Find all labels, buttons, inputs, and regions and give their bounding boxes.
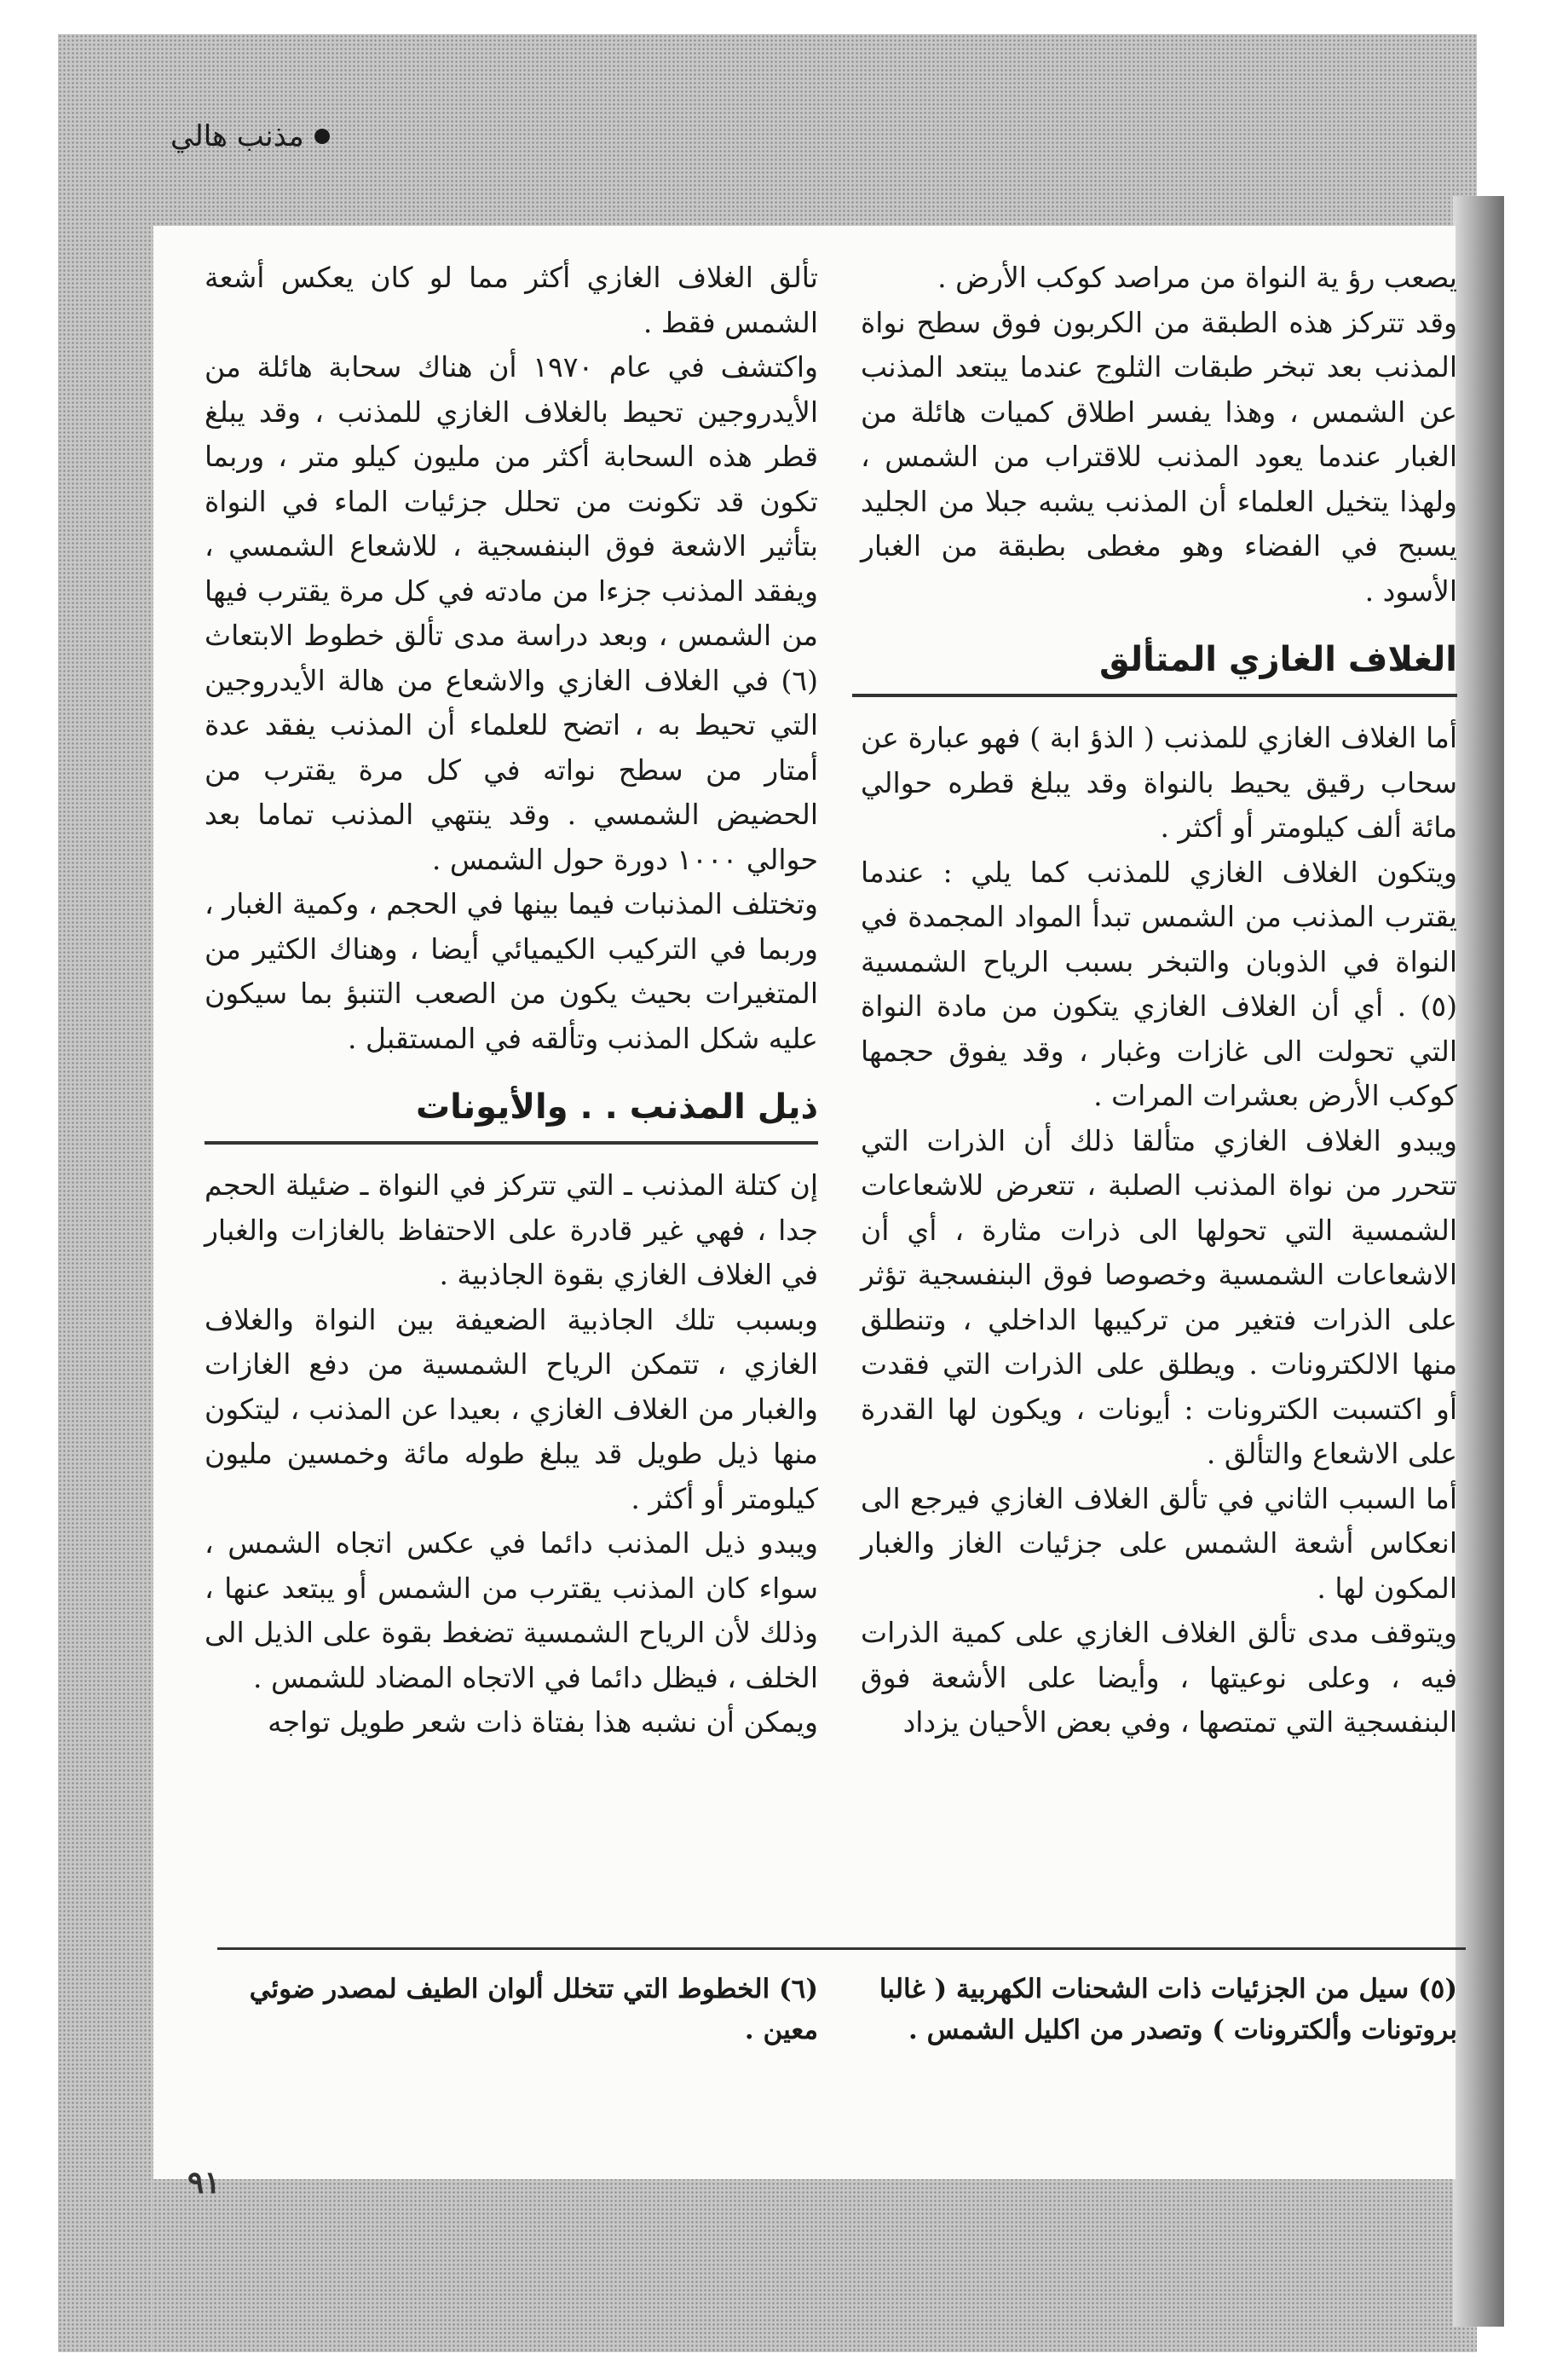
page-number: ٩١ xyxy=(187,2165,221,2200)
paragraph: وبسبب تلك الجاذبية الضعيفة بين النواة والغلاف الغازي ، تتمكن الرياح الشمسية من دفع الغازات والغبار من الغلاف الغازي ، بعيدا عن المذنب ، ليتكون منها ذيل طويل قد يبلغ طوله مائة وخمسين مليون كيلومتر أو أكثر . xyxy=(205,1302,818,1515)
footnote-5: (٥) سيل من الجزئيات ذات الشحنات الكهربية ( غالبا بروتونات وألكترونات ) وتصدر من اكليل الشمس . xyxy=(879,1974,1457,2045)
right-column xyxy=(861,256,1457,1745)
footnote-divider xyxy=(217,1947,1466,1950)
paragraph: أما السبب الثاني في تألق الغلاف الغازي فيرجع الى انعكاس أشعة الشمس على جزئيات الغاز والغبار المكون لها . xyxy=(861,1481,1457,1605)
running-head xyxy=(170,119,330,153)
paragraph: واكتشف في عام ١٩٧٠ أن هناك سحابة هائلة من الأيدروجين تحيط بالغلاف الغازي للمذنب ، وقد يبلغ قطر هذه السحابة أكثر من مليون كيلو متر ، وربما تكون قد تكونت من تحلل جزئيات الماء في النواة بتأثير الاشعة فوق البنفسجية ، للاشعاع الشمسي ، ويفقد المذنب جزءا من مادته في كل مرة يقترب فيها من الشمس ، وبعد دراسة مدى تألق خطوط الابتعاث (٦) في الغلاف الغازي والاشعاع من هالة الأيدروجين التي تحيط به ، اتضح للعلماء أن المذنب يفقد عدة أمتار من سطح نواته في كل مرة يقترب من الحضيض الشمسي . وقد ينتهي المذنب تماما بعد حوالي ١٠٠٠ دورة حول الشمس . xyxy=(205,350,818,876)
paragraph: ويتوقف مدى تألق الغلاف الغازي على كمية الذرات فيه ، وعلى نوعيتها ، وأيضا على الأشعة فوق البنفسجية التي تمتصها ، وفي بعض الأحيان يزداد xyxy=(861,1616,1457,1739)
paragraph: أما الغلاف الغازي للمذنب ( الذؤ ابة ) فهو عبارة عن سحاب رقيق يحيط بالنواة وقد يبلغ قطره حوالي مائة ألف كيلومتر أو أكثر . xyxy=(861,721,1457,844)
paragraph: ويمكن أن نشبه هذا بفتاة ذات شعر طويل تواجه xyxy=(268,1705,818,1739)
paragraph: ويتكون الغلاف الغازي للمذنب كما يلي : عندما يقترب المذنب من الشمس تبدأ المواد المجمدة في النواة في الذوبان والتبخر بسبب الرياح الشمسية (٥) . أي أن الغلاف الغازي يتكون من مادة النواة التي تحولت الى غازات وغبار ، وقد يفوق حجمها كوكب الأرض بعشرات المرات . xyxy=(861,855,1457,1112)
paragraph: يصعب رؤ ية النواة من مراصد كوكب الأرض . xyxy=(937,261,1457,294)
scan-background-bottom xyxy=(153,2177,1477,2352)
paragraph: إن كتلة المذنب ـ التي تتركز في النواة ـ ضئيلة الحجم جدا ، فهي غير قادرة على الاحتفاظ بالغازات والغبار في الغلاف الغازي بقوة الجاذبية . xyxy=(205,1168,818,1291)
paragraph: تألق الغلاف الغازي أكثر مما لو كان يعكس أشعة الشمس فقط . xyxy=(205,261,818,339)
paragraph: ويبدو الغلاف الغازي متألقا ذلك أن الذرات التي تتحرر من نواة المذنب الصلبة ، تتعرض للاشعاعات الشمسية التي تحولها الى ذرات مثارة ، أي أن الاشعاعات الشمسية وخصوصا فوق البنفسجية تؤثر على الذرات فتغير من تركيبها الداخلي ، وتنطلق منها الالكترونات . ويطلق على الذرات التي فقدت أو اكتسبت الكترونات : أيونات ، ويكون لها القدرة على الاشعاع والتألق . xyxy=(861,1123,1457,1470)
bullet-icon xyxy=(314,129,330,144)
paragraph: وتختلف المذنبات فيما بينها في الحجم ، وكمية الغبار ، وربما في التركيب الكيميائي أيضا ، وهناك الكثير من المتغيرات بحيث يكون من الصعب التنبؤ بما سيكون عليه شكل المذنب وتألقه في المستقبل . xyxy=(205,887,818,1055)
section-heading-comet-tail: ذيل المذنب . . والأيونات xyxy=(205,1081,818,1145)
section-heading-gaseous-envelope: الغلاف الغازي المتألق xyxy=(852,634,1457,697)
paragraph: ويبدو ذيل المذنب دائما في عكس اتجاه الشمس ، سواء كان المذنب يقترب من الشمس أو يبتعد عنها ، وذلك لأن الرياح الشمسية تضغط بقوة على الذيل الى الخلف ، فيظل دائما في الاتجاه المضاد للشمس . xyxy=(205,1526,818,1694)
book-spine-shadow xyxy=(1453,196,1504,2327)
paragraph: وقد تتركز هذه الطبقة من الكربون فوق سطح نواة المذنب بعد تبخر طبقات الثلوج عندما يبتعد المذنب عن الشمس ، وهذا يفسر اطلاق كميات هائلة من الغبار عندما يعود المذنب للاقتراب من الشمس ، ولهذا يتخيل العلماء أن المذنب يشبه جبلا من الجليد يسبح في الفضاء وهو مغطى بطبقة من الغبار الأسود . xyxy=(861,305,1457,608)
footnote-6: (٦) الخطوط التي تتخلل ألوان الطيف لمصدر ضوئي معين . xyxy=(249,1974,818,2045)
scan-background-left xyxy=(58,226,153,2352)
running-head-text: مذنب هالي xyxy=(170,119,304,153)
left-column xyxy=(205,256,818,1745)
